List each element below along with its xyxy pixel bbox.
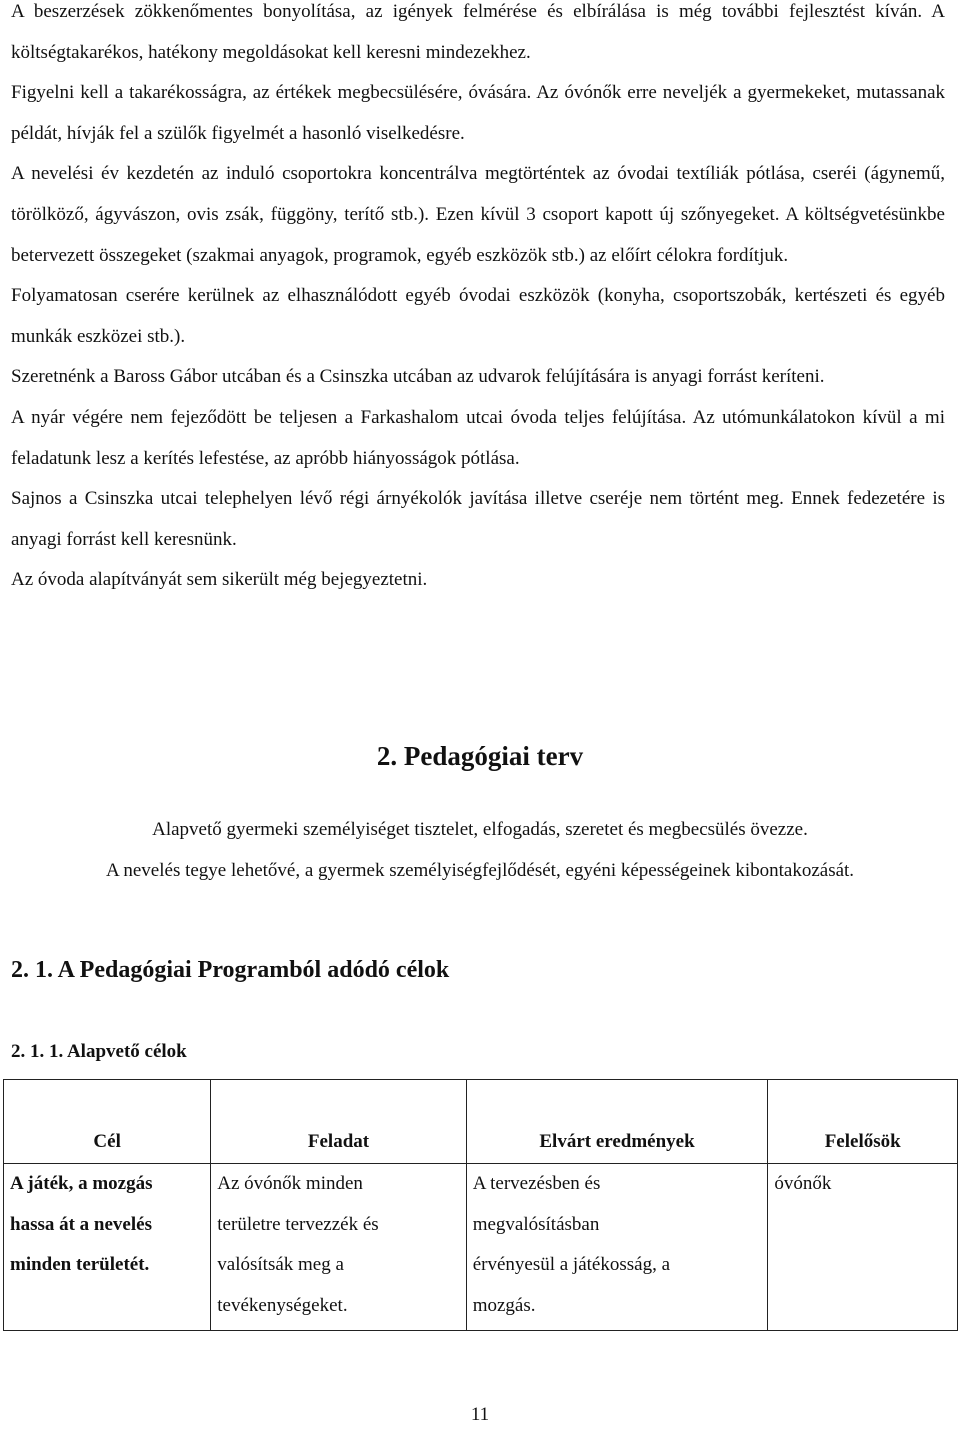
paragraph-thrift: Figyelni kell a takarékosságra, az értékek megbecsülésére, óvására. Az óvónők erre neveljék a gyermekeket, mutassanak példát, hívják fel a szülők figyelmét a hasonló viselkedésre. bbox=[11, 82, 945, 144]
paragraph-yards: Szeretnénk a Baross Gábor utcában és a Csinszka utcában az udvarok felújítására is anyagi forrást keríteni. bbox=[11, 366, 825, 388]
cell-line: mozgás. bbox=[472, 1294, 536, 1316]
cell-line: területre tervezzék és bbox=[217, 1213, 379, 1235]
principle-line-2: A nevelés tegye lehetővé, a gyermek személyiségfejlődését, egyéni képességeinek kibontakozását. bbox=[105, 860, 855, 881]
header-elvart-eredmenyek: Elvárt eredmények bbox=[466, 1080, 768, 1164]
principle-line-1: Alapvető gyermeki személyiséget tisztelet, elfogadás, szeretet és megbecsülés övezze. bbox=[152, 819, 808, 840]
paragraph-shades: Sajnos a Csinszka utcai telephelyen lévő régi árnyékolók javítása illetve cseréje nem történt meg. Ennek fedezetére is anyagi forrást kell keresnünk. bbox=[11, 488, 945, 550]
page-number: 11 bbox=[470, 1404, 490, 1425]
subsection-title: 2. 1. A Pedagógiai Programból adódó célok bbox=[11, 957, 450, 983]
cell-line: hassa át a nevelés bbox=[10, 1213, 152, 1235]
goals-table bbox=[3, 1079, 958, 1331]
table-header-row bbox=[4, 1080, 958, 1164]
paragraph-renovation: A nyár végére nem fejeződött be teljesen a Farkashalom utcai óvoda teljes felújítása. Az utómunkálatokon kívül a mi feladatunk lesz a kerítés lefestése, az apróbb hiányosságok pótlása. bbox=[11, 406, 945, 469]
cell-line: tevékenységeket. bbox=[217, 1294, 348, 1316]
cell-line: Az óvónők minden bbox=[217, 1173, 363, 1194]
header-felelosok: Felelősök bbox=[768, 1080, 958, 1164]
cell-line: minden területét. bbox=[10, 1254, 150, 1276]
paragraph-textiles: A nevelési év kezdetén az induló csoportokra koncentrálva megtörténtek az óvodai textíliák pótlása, cseréi (ágynemű, törölköző, ágyvászon, ovis zsák, függöny, terítő stb.). Ezen kívül 3 csoport kapott új szőnyegeket. A költségvetésünkbe betervezett összegeket (szakmai anyagok, programok, egyéb eszközök stb.) az előírt célokra fordítjuk. bbox=[11, 163, 945, 266]
section-title: 2. Pedagógiai terv bbox=[376, 741, 584, 771]
cell-line: érvényesül a játékosság, a bbox=[472, 1254, 670, 1276]
paragraph-foundation: Az óvoda alapítványát sem sikerült még bejegyeztetni. bbox=[11, 569, 428, 591]
paragraph-procurement: A beszerzések zökkenőmentes bonyolítása, az igények felmérése és elbírálása is még további fejlesztést kíván. A költségtakarékos, hatékony megoldásokat kell keresni mindezekhez. bbox=[11, 1, 945, 63]
table-row bbox=[4, 1164, 958, 1331]
header-feladat: Feladat bbox=[211, 1080, 466, 1164]
cell-line: óvónők bbox=[774, 1173, 832, 1194]
cell-felelosok bbox=[768, 1164, 958, 1331]
cell-cel bbox=[4, 1164, 211, 1331]
paragraph-equipment: Folyamatosan cserére kerülnek az elhasználódott egyéb óvodai eszközök (konyha, csoportszobák, kertészeti és egyéb munkák eszközei stb.). bbox=[11, 285, 945, 347]
header-cel: Cél bbox=[4, 1080, 211, 1164]
cell-line: valósítsák meg a bbox=[217, 1254, 344, 1276]
cell-line: megvalósításban bbox=[472, 1213, 600, 1235]
subsubsection-title: 2. 1. 1. Alapvető célok bbox=[11, 1041, 187, 1062]
cell-feladat bbox=[211, 1164, 466, 1331]
document-body bbox=[11, 0, 945, 601]
cell-line: A játék, a mozgás bbox=[10, 1173, 153, 1194]
cell-elvart-eredmenyek bbox=[466, 1164, 768, 1331]
cell-line: A tervezésben és bbox=[472, 1173, 601, 1194]
